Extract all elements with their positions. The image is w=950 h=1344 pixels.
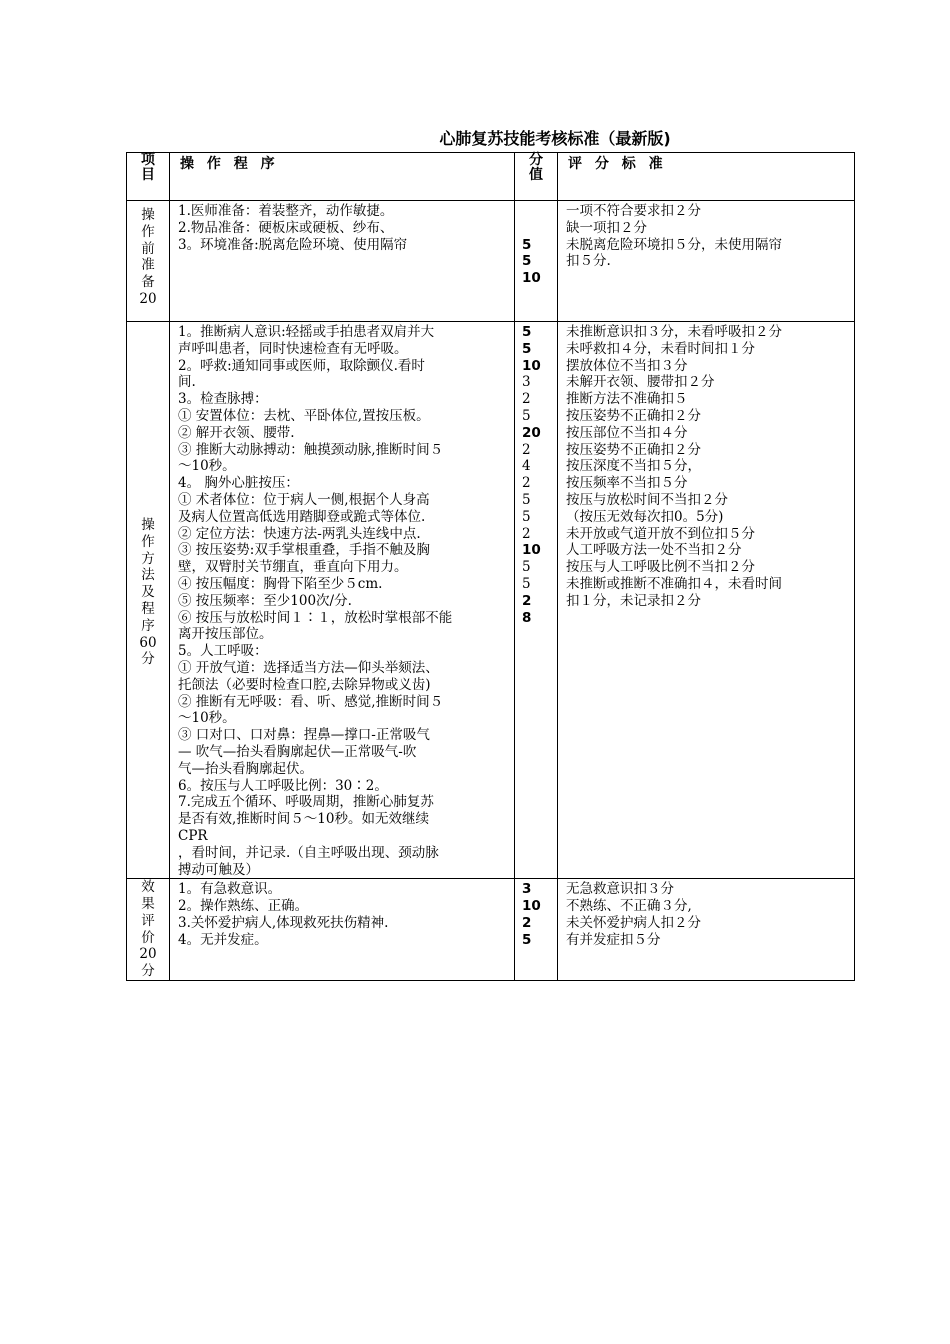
criteria-line: 未解开衣领、腰带扣２分 [566,374,715,391]
step-line: 是否有效,推断时间５～10秒。如无效继续 [178,811,429,828]
criteria-line: 未脱离危险环境扣５分，未使用隔帘 [566,236,782,253]
row-criteria-cell [558,879,855,981]
step-line: 托颌法（必要时检查口腔,去除异物或义齿) [178,676,431,693]
item-char: 操 [141,207,155,223]
criteria-line: 缺一项扣２分 [566,219,647,236]
score-value: 10 [522,357,541,374]
header-criteria: 评 分 标 准 [558,153,855,201]
step-line: ⑥ 按压与放松时间１∶１，放松时掌根部不能 [178,609,453,626]
step-line: 4。 胸外心脏按压： [178,475,299,492]
step-line: ③ 口对口、口对鼻：捏鼻—撑口-正常吸气 [178,727,430,744]
item-char: 20 [139,290,157,307]
step-line: ② 推断有无呼吸：看、听、感觉,推断时间５ [178,693,444,710]
step-line: 及病人位置高低选用踏脚登或跪式等体位. [178,508,426,525]
score-value: 8 [522,609,532,626]
criteria-line: 未关怀爱护病人扣２分 [566,914,701,931]
step-line: 5。人工呼吸： [178,643,268,660]
row-scores-cell [515,879,558,981]
criteria-line: 按压姿势不正确扣２分 [566,407,701,424]
criteria-line: 未呼救扣４分，未看时间扣１分 [566,340,755,357]
step-line: 离开按压部位。 [178,626,273,643]
row-item-cell [127,879,170,981]
item-char: 果 [141,896,155,913]
step-line: ① 开放气道：选择适当方法—仰头举颏法、 [178,659,439,676]
criteria-line: 未推断或推断不准确扣４，未看时间 [566,575,782,592]
score-value: 5 [522,340,532,357]
criteria-line: 扣５分. [566,253,611,270]
step-line: 6。按压与人工呼吸比例：30∶2。 [178,777,388,794]
score-value: 2 [522,391,531,408]
step-line: ⑤ 按压频率：至少100次/分. [178,592,352,609]
row-item-cell [127,322,170,879]
criteria-line: （按压无效每次扣0。5分) [566,508,724,525]
step-line: 2.物品准备：硬板床或硬板、纱布、 [178,219,394,236]
criteria-line: 人工呼吸方法一处不当扣２分 [566,542,742,559]
row-item-cell [127,201,170,322]
score-value: 10 [522,270,541,287]
step-line: ～10秒。 [178,458,236,475]
header-score-line: 分 [529,152,543,168]
score-value: 3 [522,374,531,391]
score-value: 5 [522,931,532,948]
step-line: 1。推断病人意识:轻摇或手拍患者双肩并大 [178,324,435,340]
step-line: 气—抬头看胸廓起伏。 [178,760,313,777]
row-steps-cell [170,201,515,322]
score-value: 5 [522,407,531,424]
step-line: CPR [178,827,208,844]
criteria-line: 推断方法不准确扣５ [566,391,688,408]
score-value: 5 [522,575,531,592]
score-value: 2 [522,592,532,609]
item-char: 分 [141,651,155,668]
step-line: 4。无并发症。 [178,931,268,948]
criteria-line: 摆放体位不当扣３分 [566,357,688,374]
criteria-line: 不熟练、不正确３分, [566,898,692,915]
item-char: 操 [141,517,155,533]
score-value: 20 [522,424,541,441]
header-item-line: 目 [141,167,155,183]
step-line: 声呼叫患者，同时快速检查有无呼吸。 [178,340,408,357]
score-value: 2 [522,914,532,931]
spacer [522,220,557,237]
spacer [522,203,557,220]
criteria-line: 有并发症扣５分 [566,931,661,948]
step-line: 1.医师准备：着装整齐，动作敏捷。 [178,203,394,219]
score-value: 2 [522,525,531,542]
score-value: 5 [522,236,532,253]
step-line: 2。呼救:通知同事或医师，取除颤仪.看时 [178,357,425,374]
table-row [127,879,855,981]
header-item-line: 项 [141,152,155,168]
header-item [127,153,170,201]
step-line: ④ 按压幅度：胸骨下陷至少５cm. [178,575,383,592]
step-line: ① 术者体位：位于病人一侧,根据个人身高 [178,491,430,508]
item-char: 评 [141,912,155,929]
assessment-table [126,152,855,981]
step-line: 1。有急救意识。 [178,881,282,898]
item-char: 分 [141,963,155,980]
row-criteria-cell [558,322,855,879]
step-line: 搏动可触及） [178,861,259,878]
item-char: 序 [141,617,155,634]
item-char: 方 [141,550,155,567]
criteria-line: 扣１分，未记录扣２分 [566,592,701,609]
score-value: 5 [522,491,531,508]
table-header-row [127,153,855,201]
score-value: 3 [522,881,532,898]
row-steps-cell [170,322,515,879]
item-char: 法 [141,567,155,584]
item-char: 及 [141,584,155,601]
score-value: 10 [522,898,541,915]
criteria-line: 按压与放松时间不当扣２分 [566,491,728,508]
score-value: 4 [522,458,531,475]
criteria-line: 无急救意识扣３分 [566,881,674,898]
step-line: ③ 按压姿势:双手掌根重叠，手指不触及胸 [178,542,430,559]
criteria-line: 按压频率不当扣５分 [566,475,688,492]
criteria-line: 按压姿势不正确扣２分 [566,441,701,458]
step-line: 3.关怀爱护病人,体现救死扶伤精神. [178,914,389,931]
criteria-line: 未推断意识扣３分，未看呼吸扣２分 [566,324,782,340]
score-value: 5 [522,559,531,576]
step-line: 壁，双臂肘关节绷直，垂直向下用力。 [178,559,408,576]
step-line: — 吹气—抬头看胸廓起伏—正常吸气-吹 [178,743,417,760]
table-row [127,201,855,322]
item-char: 作 [141,533,155,550]
step-line: 2。操作熟练、正确。 [178,898,309,915]
step-line: ① 安置体位：去枕、平卧体位,置按压板。 [178,407,430,424]
table-row [127,322,855,879]
score-value: 5 [522,508,531,525]
item-char: 备 [141,274,155,291]
step-line: ～10秒。 [178,710,236,727]
header-score [515,153,558,201]
step-line: ③ 推断大动脉搏动：触摸颈动脉,推断时间５ [178,441,444,458]
criteria-line: 按压深度不当扣５分， [566,458,701,475]
header-score-line: 值 [529,167,543,183]
item-char: 效 [141,879,155,896]
score-value: 5 [522,324,532,340]
step-line: ，看时间，并记录.（自主呼吸出现、颈动脉 [178,844,439,861]
item-char: 20 [139,946,157,963]
item-char: 准 [141,257,155,274]
criteria-line: 一项不符合要求扣２分 [566,203,701,219]
step-line: ② 定位方法：快速方法-两乳头连线中点. [178,525,421,542]
item-char: 60 [139,634,157,651]
criteria-line: 按压部位不当扣４分 [566,424,688,441]
score-value: 2 [522,475,531,492]
row-criteria-cell [558,201,855,322]
header-procedure: 操 作 程 序 [170,153,515,201]
row-steps-cell [170,879,515,981]
item-char: 作 [141,223,155,240]
item-char: 程 [141,600,155,617]
row-scores-cell [515,322,558,879]
page-title: 心肺复苏技能考核标准（最新版) [439,129,671,148]
criteria-line: 未开放或气道开放不到位扣５分 [566,525,755,542]
item-char: 前 [141,240,155,257]
score-value: 2 [522,441,531,458]
score-value: 10 [522,542,541,559]
step-line: ② 解开衣领、腰带. [178,424,295,441]
step-line: 间. [178,374,196,391]
step-line: 3。检查脉搏： [178,391,268,408]
criteria-line: 按压与人工呼吸比例不当扣２分 [566,559,755,576]
item-char: 价 [141,929,155,946]
row-scores-cell [515,201,558,322]
step-line: 7.完成五个循环、呼吸周期，推断心肺复苏 [178,794,434,811]
score-value: 5 [522,253,532,270]
step-line: 3。环境准备:脱离危险环境、使用隔帘 [178,236,408,253]
